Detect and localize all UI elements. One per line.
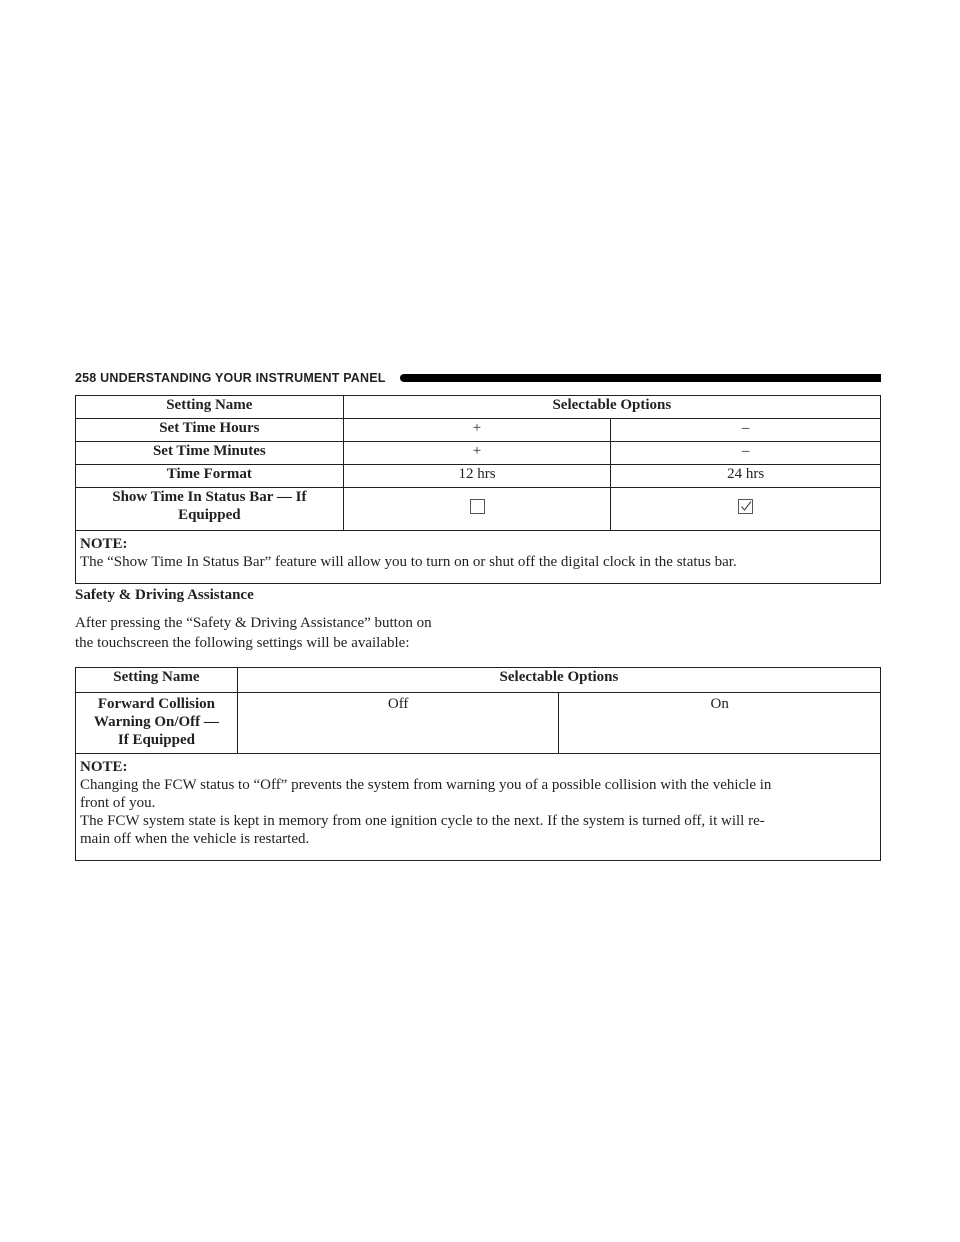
section-heading: Safety & Driving Assistance (75, 587, 254, 603)
table-row (76, 488, 881, 531)
table-header-row (76, 668, 881, 693)
setting-name (76, 488, 344, 531)
option-value: + (343, 442, 611, 465)
note-row (76, 754, 881, 861)
checkmark-icon (740, 500, 752, 512)
intro-line: After pressing the “Safety & Driving Assistance” button on (75, 615, 432, 631)
setting-name: Set Time Hours (76, 419, 344, 442)
setting-name: Set Time Minutes (76, 442, 344, 465)
page-header-text (75, 370, 386, 386)
section-title: UNDERSTANDING YOUR INSTRUMENT PANEL (100, 371, 386, 385)
note-label: NOTE: (80, 536, 128, 552)
setting-name (76, 693, 238, 754)
note-cell (76, 531, 881, 584)
table-row (76, 693, 881, 754)
note-cell (76, 754, 881, 861)
option-value: Off (237, 693, 559, 754)
option-value: – (611, 419, 881, 442)
setting-name-line: If Equipped (117, 732, 195, 748)
option-value: 24 hrs (611, 465, 881, 488)
setting-name: Time Format (76, 465, 344, 488)
option-value: On (559, 693, 881, 754)
intro-paragraph (75, 613, 495, 653)
note-text: The FCW system state is kept in memory from one ignition cycle to the next. If the system is turned off, it will re- (80, 813, 765, 829)
note-row (76, 531, 881, 584)
option-value: 12 hrs (343, 465, 611, 488)
table-row (76, 465, 881, 488)
header-rule (400, 374, 881, 382)
table-header-row (76, 396, 881, 419)
setting-name-line: Show Time In Status Bar — If (112, 489, 307, 505)
clock-settings-table (75, 395, 881, 584)
setting-name-line: Forward Collision (97, 696, 215, 712)
option-value: – (611, 442, 881, 465)
table-row (76, 442, 881, 465)
intro-line: the touchscreen the following settings will be available: (75, 635, 410, 651)
note-label: NOTE: (80, 759, 128, 775)
note-text: main off when the vehicle is restarted. (80, 831, 310, 847)
safety-settings-table (75, 667, 881, 861)
checkbox-unchecked-icon (470, 499, 485, 514)
setting-name-line: Warning On/Off — (93, 714, 219, 730)
option-cell (343, 488, 611, 531)
option-cell (611, 488, 881, 531)
note-text: front of you. (80, 795, 156, 811)
checkbox-checked-icon (738, 499, 753, 514)
column-header-setting-name: Setting Name (76, 396, 344, 419)
column-header-selectable-options: Selectable Options (237, 668, 880, 693)
note-text: The “Show Time In Status Bar” feature will allow you to turn on or shut off the digital clock in the status bar. (80, 554, 737, 570)
setting-name-line: Equipped (178, 507, 241, 523)
page-header (75, 370, 881, 388)
page-number: 258 (75, 371, 97, 385)
table-row (76, 419, 881, 442)
column-header-setting-name: Setting Name (76, 668, 238, 693)
option-value: + (343, 419, 611, 442)
note-text: Changing the FCW status to “Off” prevents the system from warning you of a possible collision with the vehicle in (80, 777, 772, 793)
column-header-selectable-options: Selectable Options (343, 396, 880, 419)
